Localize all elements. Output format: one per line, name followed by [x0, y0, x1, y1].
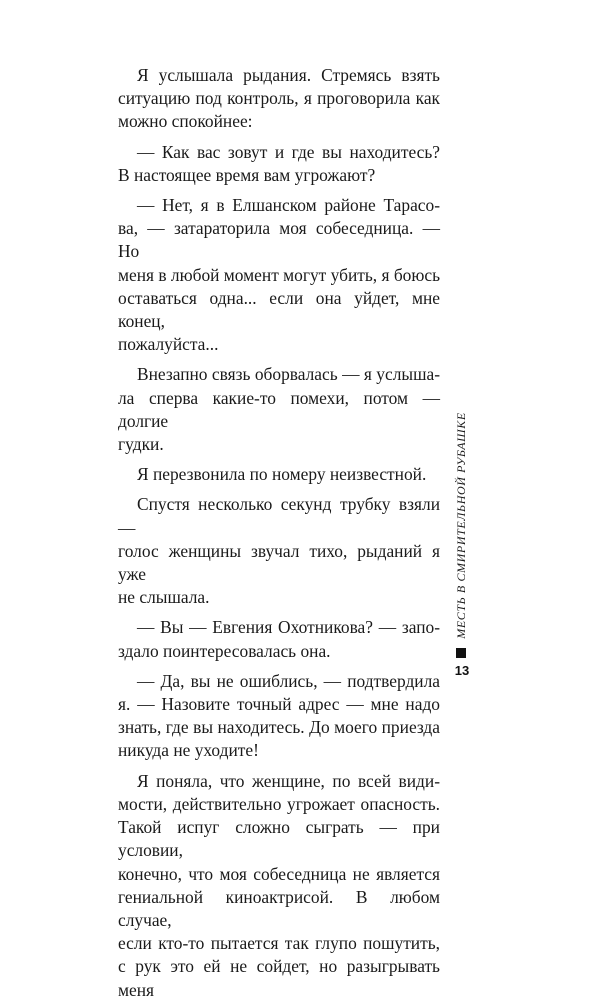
paragraph [118, 64, 440, 134]
paragraph [118, 363, 440, 456]
paragraph [118, 463, 440, 486]
text-line: — Да, вы не ошиблись, — подтвердила [137, 670, 440, 691]
text-line: В настоящее время вам угрожают? [118, 164, 376, 185]
text-line: пожалуйста... [118, 334, 219, 355]
text-line: меня в любой момент могут убить, я боюсь [118, 264, 441, 285]
text-line: с рук это ей не сойдет, но разыгрывать меня [118, 956, 440, 1000]
paragraph [118, 616, 440, 662]
text-line: ла сперва какие-то помехи, потом — долгие [118, 387, 440, 431]
book-text-column [118, 64, 440, 1002]
paragraph [118, 194, 440, 356]
text-line: не слышала. [118, 587, 210, 608]
paragraph [118, 493, 440, 609]
text-line: — Вы — Евгения Охотникова? — запо- [137, 617, 440, 638]
text-line: мости, действительно угрожает опасность. [118, 793, 440, 814]
running-title [451, 411, 471, 639]
text-line: если кто-то пытается так глупо пошутить, [118, 933, 440, 954]
text-line: можно спокойнее: [118, 111, 253, 132]
text-line: конечно, что моя собеседница не является [118, 863, 440, 884]
text-line: ва, — затараторила моя собеседница. — Но [118, 218, 440, 262]
paragraph [118, 670, 440, 763]
text-line: Я поняла, что женщине, по всей види- [137, 770, 440, 791]
text-line: ситуацию под контроль, я проговорила как [118, 88, 440, 109]
text-line: никуда не уходите! [118, 740, 259, 761]
square-marker-icon [456, 648, 466, 658]
paragraph [118, 141, 440, 187]
text-line: гениальной киноактрисой. В любом случае, [118, 886, 440, 930]
text-line: Я перезвонила по номеру неизвестной. [137, 464, 427, 485]
paragraph [118, 770, 440, 1002]
text-line: Такой испуг сложно сыграть — при условии, [118, 817, 440, 861]
text-line: здало поинтересовалась она. [118, 640, 331, 661]
text-line: я. — Назовите точный адрес — мне надо [118, 694, 440, 715]
text-line: оставаться одна... если она уйдет, мне конец, [118, 287, 440, 332]
text-line: гудки. [118, 434, 164, 455]
text-line: голос женщины звучал тихо, рыданий я уже [118, 540, 440, 585]
text-line: Внезапно связь оборвалась — я услыша- [137, 364, 440, 385]
text-line: Я услышала рыдания. Стремясь взять [137, 65, 440, 85]
text-line: — Как вас зовут и где вы находитесь? [137, 141, 440, 162]
text-line: знать, где вы находитесь. До моего приезда [118, 717, 440, 738]
running-title-text: МЕСТЬ В СМИРИТЕЛЬНОЙ РУБАШКЕ [453, 411, 468, 639]
page-number: 13 [454, 663, 470, 678]
text-line: Спустя несколько секунд трубку взяли — [118, 494, 440, 538]
text-line: — Нет, я в Елшанском районе Тарасо- [137, 195, 440, 216]
